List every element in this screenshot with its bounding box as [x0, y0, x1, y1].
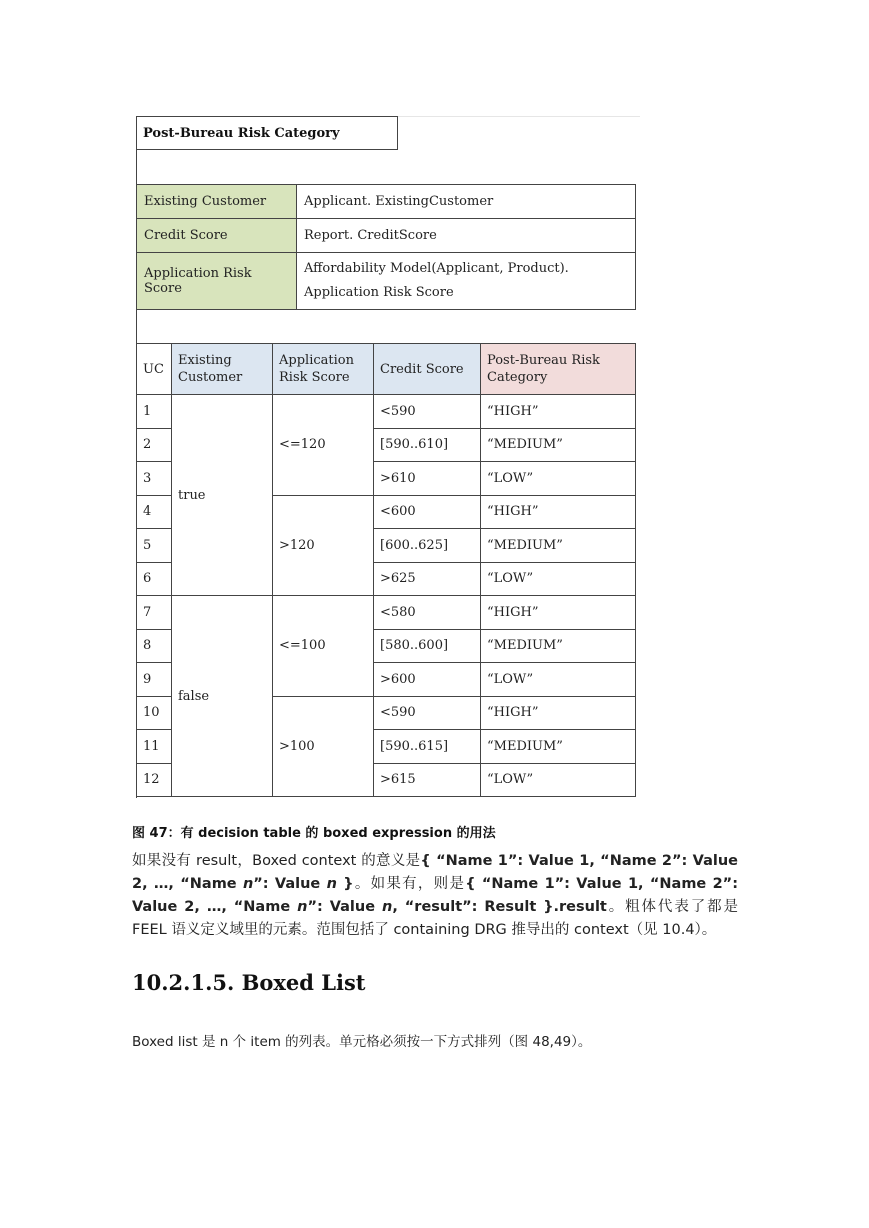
header-application-risk-score	[273, 344, 374, 395]
credit-score-entry: >610	[374, 462, 481, 496]
rule-number: 2	[137, 428, 172, 462]
risk-score-entry: >100	[273, 696, 374, 797]
credit-score-entry: [600..625]	[374, 529, 481, 563]
existing-customer-entry: true	[172, 395, 273, 596]
text-run: { “Name 1”: Value 1, “Name 2”: Value 2, …, “Name	[132, 853, 738, 892]
italic-run: n	[242, 876, 254, 892]
boxed-context-figure	[136, 116, 640, 798]
rule-row	[137, 395, 636, 429]
figure-top-rule	[398, 116, 640, 117]
context-entry-value: Report. CreditScore	[297, 219, 636, 253]
text-run: ”: Value	[307, 899, 382, 915]
output-entry: “LOW”	[481, 663, 636, 697]
italic-run: n	[326, 876, 337, 892]
credit-score-entry: >615	[374, 763, 481, 797]
credit-score-entry: >625	[374, 562, 481, 596]
output-entry: “MEDIUM”	[481, 428, 636, 462]
figure-caption: 图 47：有 decision table 的 boxed expression 的用法	[132, 826, 496, 841]
context-entry	[137, 185, 636, 219]
context-entry-key: Credit Score	[137, 219, 297, 253]
credit-score-entry: <590	[374, 696, 481, 730]
text-run: { “Name 1”: Value 1, “Name 2”: Value 2, …, “Name	[132, 876, 739, 915]
credit-score-entry: >600	[374, 663, 481, 697]
header-line: Customer	[178, 370, 243, 385]
rule-number: 9	[137, 663, 172, 697]
output-entry: “HIGH”	[481, 495, 636, 529]
text-run: ”: Value	[253, 876, 327, 892]
context-entry-key: Existing Customer	[137, 185, 297, 219]
italic-run: n	[381, 899, 393, 915]
output-entry: “MEDIUM”	[481, 529, 636, 563]
output-entry: “MEDIUM”	[481, 730, 636, 764]
output-entry: “HIGH”	[481, 696, 636, 730]
context-entry-value: Applicant. ExistingCustomer	[297, 185, 636, 219]
rule-number: 12	[137, 763, 172, 797]
text-run: 如果没有 result，Boxed context 的意义是	[132, 853, 421, 869]
rule-number: 11	[137, 730, 172, 764]
body-paragraph	[132, 850, 738, 942]
credit-score-entry: <590	[374, 395, 481, 429]
output-entry: “HIGH”	[481, 395, 636, 429]
credit-score-entry: [590..610]	[374, 428, 481, 462]
credit-score-entry: [590..615]	[374, 730, 481, 764]
context-entry-value	[297, 253, 636, 310]
header-output	[481, 344, 636, 395]
rule-number: 6	[137, 562, 172, 596]
context-entries-table	[136, 184, 636, 310]
credit-score-entry: <600	[374, 495, 481, 529]
rule-number: 3	[137, 462, 172, 496]
rule-number: 5	[137, 529, 172, 563]
context-value-line: Affordability Model(Applicant, Product).	[304, 261, 569, 276]
rule-number: 1	[137, 395, 172, 429]
output-entry: “LOW”	[481, 462, 636, 496]
existing-customer-entry: false	[172, 596, 273, 797]
rule-number: 10	[137, 696, 172, 730]
boxed-expression-name: Post-Bureau Risk Category	[136, 116, 398, 150]
header-line: Application	[279, 353, 354, 368]
section-heading: 10.2.1.5. Boxed List	[132, 970, 366, 995]
rule-number: 7	[137, 596, 172, 630]
rule-number: 4	[137, 495, 172, 529]
risk-score-entry: <=100	[273, 596, 374, 697]
italic-run: n	[297, 899, 308, 915]
text-run: }	[336, 876, 354, 892]
credit-score-entry: <580	[374, 596, 481, 630]
output-entry: “LOW”	[481, 562, 636, 596]
output-entry: “MEDIUM”	[481, 629, 636, 663]
context-entry	[137, 253, 636, 310]
context-entry-key: Application Risk Score	[137, 253, 297, 310]
body-paragraph-2: Boxed list 是 n 个 item 的列表。单元格必须按一下方式排列（图 48,49）。	[132, 1034, 592, 1050]
header-line: Existing	[178, 353, 232, 368]
header-line: Risk Score	[279, 370, 350, 385]
header-credit-score: Credit Score	[374, 344, 481, 395]
output-entry: “LOW”	[481, 763, 636, 797]
header-existing-customer	[172, 344, 273, 395]
text-run: 。粗体代表了都是 FEEL 语义定义域里的元素。范围包括了 containing DRG 推导出的 context（见 10.4）。	[132, 899, 738, 938]
decision-table-header	[137, 344, 636, 395]
rule-number: 8	[137, 629, 172, 663]
decision-table	[136, 343, 636, 797]
header-line: Category	[487, 370, 548, 385]
context-entry	[137, 219, 636, 253]
header-uc: UC	[137, 344, 172, 395]
text-run: , “result”: Result }.result	[392, 899, 607, 915]
rule-row	[137, 596, 636, 630]
risk-score-entry: >120	[273, 495, 374, 596]
credit-score-entry: [580..600]	[374, 629, 481, 663]
context-value-line: Application Risk Score	[304, 285, 454, 300]
header-line: Post-Bureau Risk	[487, 353, 600, 368]
risk-score-entry: <=120	[273, 395, 374, 496]
text-run: 。如果有，则是	[353, 876, 466, 892]
output-entry: “HIGH”	[481, 596, 636, 630]
